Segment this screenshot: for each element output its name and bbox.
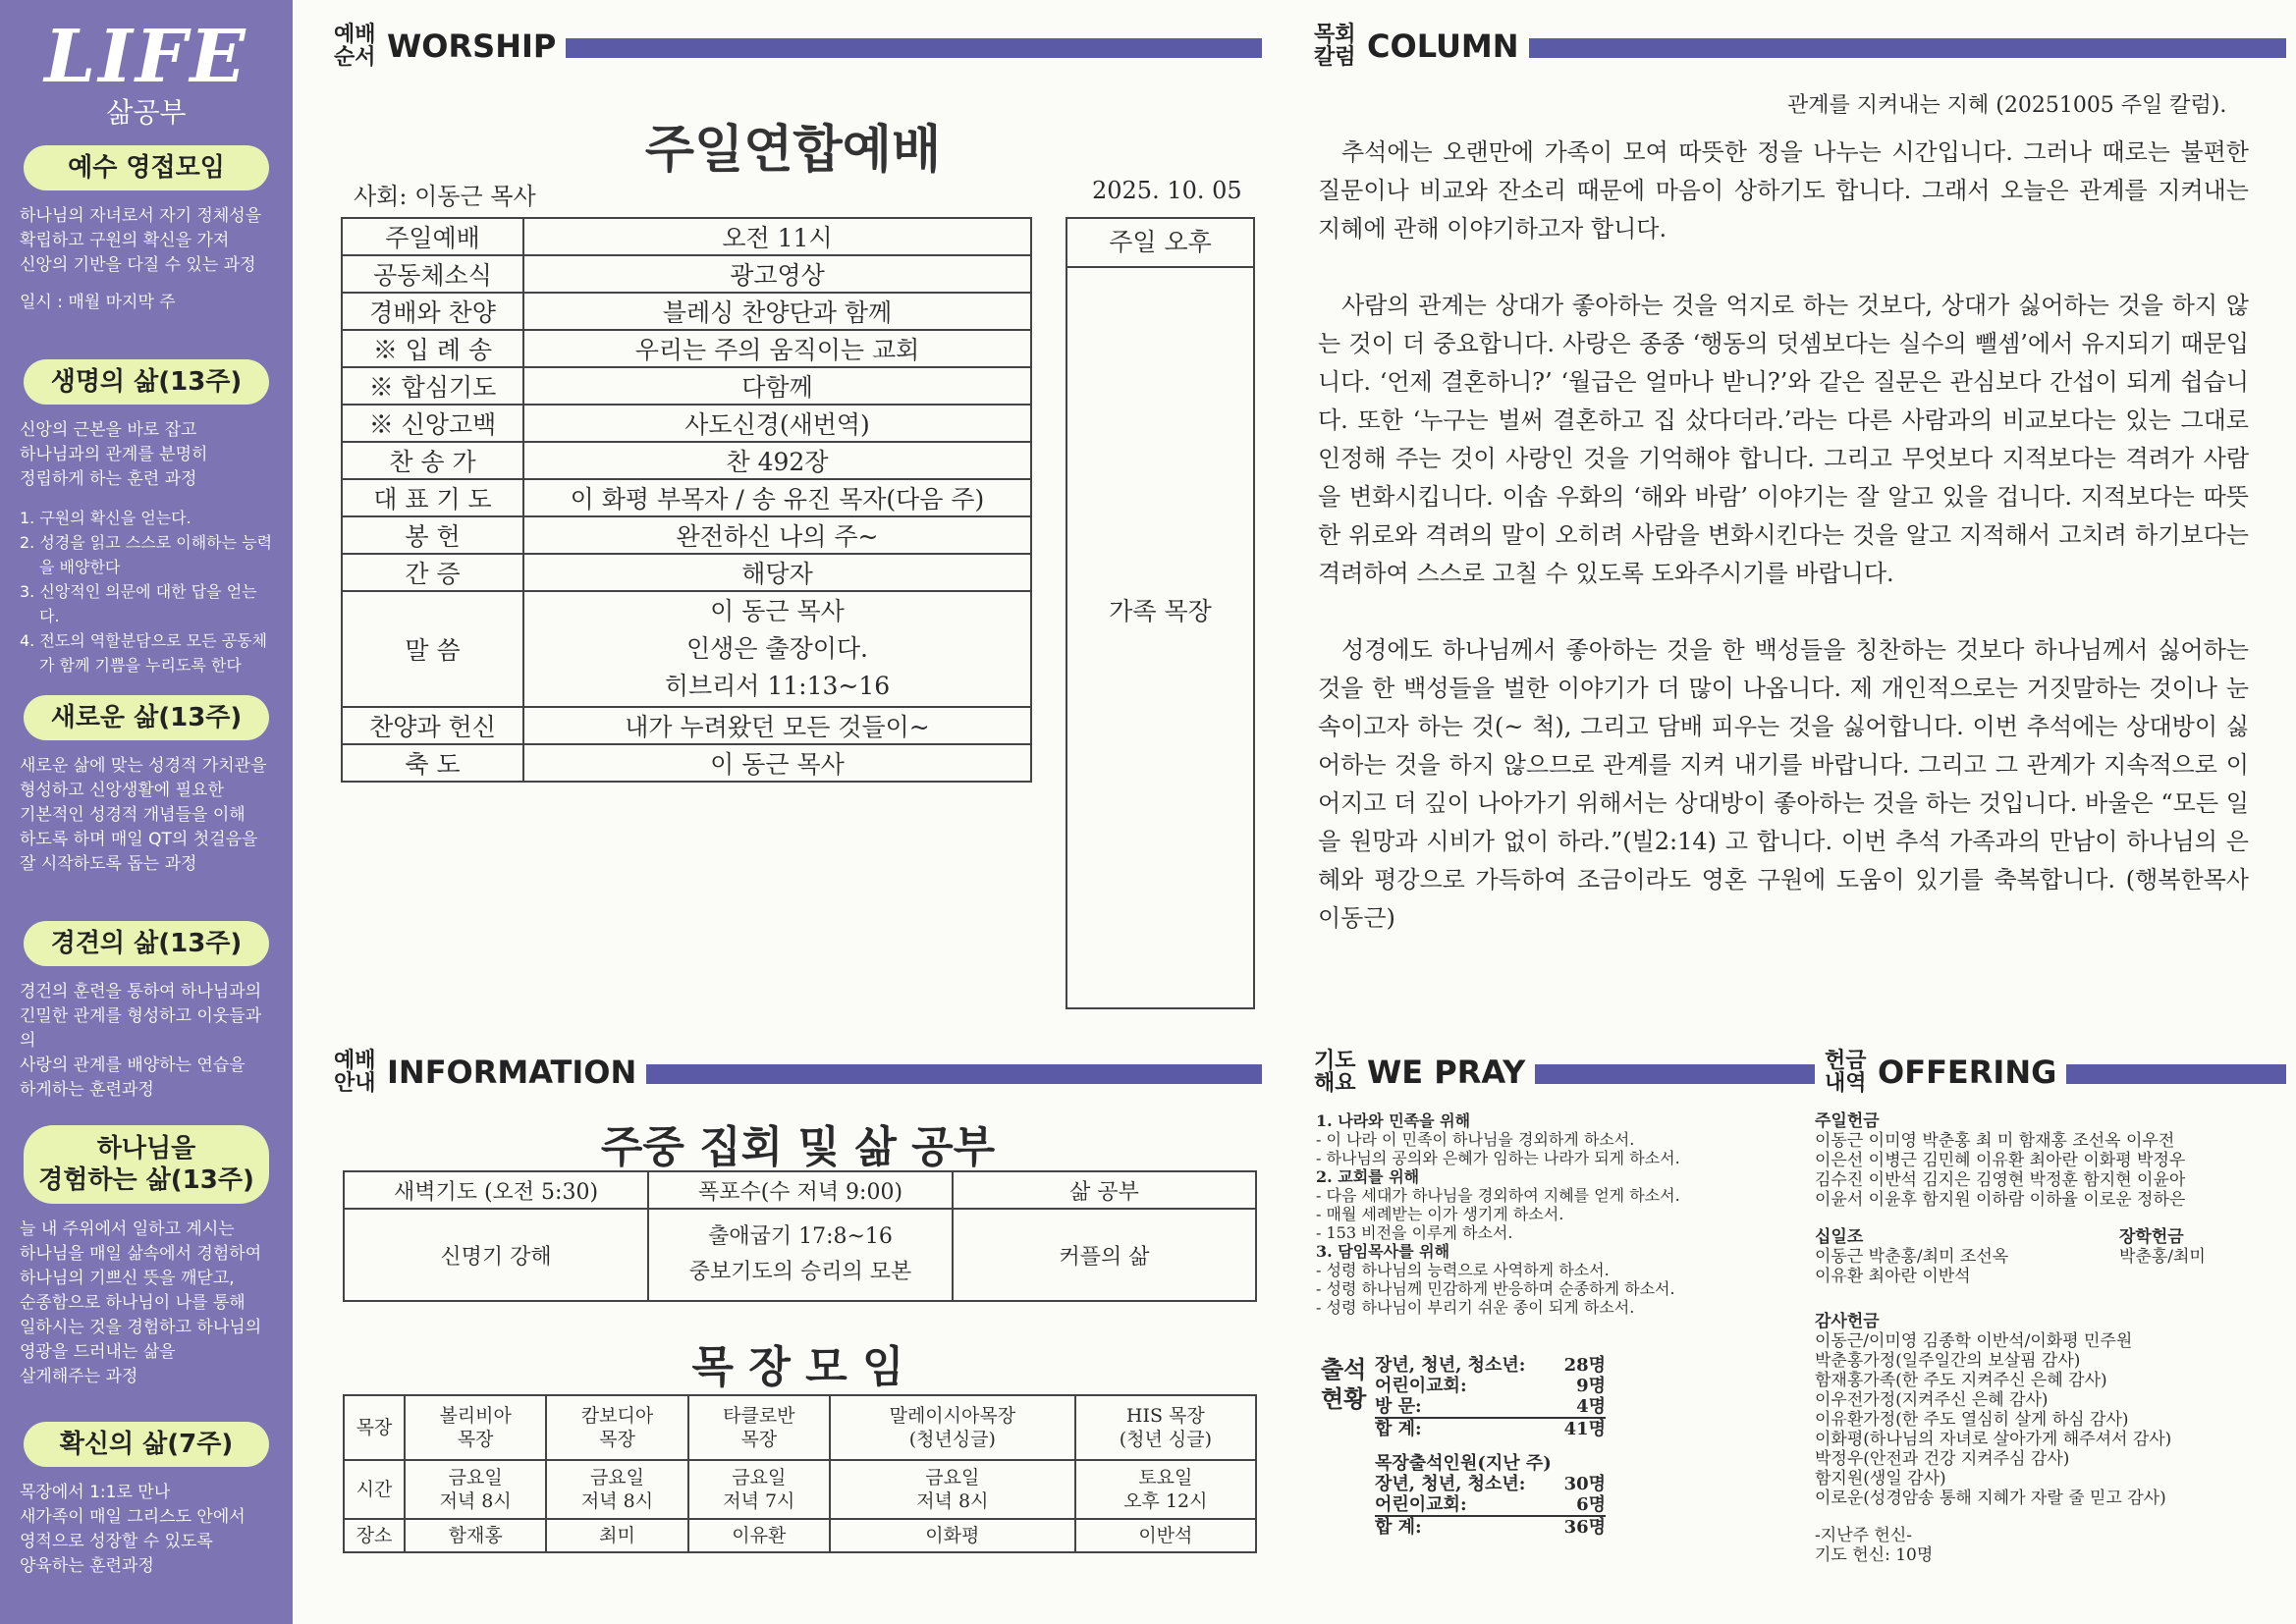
- section-list: [16, 506, 277, 677]
- desc-line: 하나님의 자녀로서 자기 정체성을: [20, 206, 262, 226]
- prayer-heading: 2. 교회를 위해: [1316, 1167, 1420, 1186]
- attendance-key: 합 계:: [1375, 1517, 1422, 1538]
- row-label: 말 씀: [342, 591, 523, 707]
- column-header-cell: 삶 공부: [953, 1171, 1256, 1209]
- desc-line: 목장에서 1:1로 만나: [20, 1483, 171, 1502]
- header-ko-line: 기도: [1314, 1049, 1356, 1073]
- prayer-line: - 매월 세례받는 이가 생기게 하소서.: [1316, 1205, 1564, 1223]
- table-row: [342, 707, 1031, 744]
- row-label: 목장: [344, 1395, 405, 1460]
- section-title: 예수 영접모임: [24, 145, 269, 190]
- header-english: INFORMATION: [387, 1054, 637, 1091]
- cell: [1075, 1460, 1256, 1519]
- cell-line: 금요일: [448, 1467, 503, 1489]
- scholarship-block: [2119, 1227, 2206, 1286]
- header-korean: [334, 1050, 379, 1095]
- list-item: 2. 성경을 읽고 스스로 이해하는 능력을 배양한다: [20, 533, 273, 576]
- row-label: ※ 신앙고백: [342, 405, 523, 442]
- desc-line: 형성하고 신앙생활에 필요한: [20, 781, 224, 800]
- cell-line: 볼리비아: [439, 1405, 512, 1427]
- worship-date: 2025. 10. 05: [1092, 177, 1242, 204]
- attendance-row: [1375, 1376, 1606, 1396]
- label-line: 출석: [1321, 1355, 1367, 1383]
- section-title: 생명의 삶(13주): [24, 359, 269, 405]
- column-header-cell: 새벽기도 (오전 5:30): [344, 1171, 648, 1209]
- row-label: ※ 합심기도: [342, 367, 523, 405]
- worship-order-table: [341, 217, 1032, 783]
- table-header-row: [344, 1171, 1256, 1209]
- header-bar: [566, 38, 1262, 58]
- life-subtitle: 삶공부: [106, 96, 187, 129]
- column-header-cell: 폭포수(수 저녁 9:00): [648, 1171, 953, 1209]
- row-label: 간 증: [342, 554, 523, 591]
- column-paragraph: 성경에도 하나님께서 좋아하는 것을 한 백성들을 칭찬하는 것보다 하나님께서 싫어하는 것을 한 백성들을 벌한 이야기가 더 많이 나옵니다. 제 개인적으로는 거짓말하는 것이나 눈 속이고자 하는 것(~ 척), 그리고 담배 피우는 것을 싫어합니다. 이번 추석에는 상대방이 싫어하는 것을 하지 않으므로 관계를 지켜 내기를 바랍니다. 그리고 그 관계가 지속적으로 이어지고 더 깊이 나아가기 위해서는 상대방이 좋아하는 것을 하는 것입니다. 바울은 “모든 일을 원망과 시비가 없이 하라.”(빌2:14) 고 합니다. 이번 추석 가족과의 만남이 하나님의 은혜와 평강으로 가득하여 조금이라도 영혼 구원에 도움이 있기를 축복합니다. (행복한목사 이동근): [1318, 636, 2249, 932]
- row-label: 공동체소식: [342, 255, 523, 293]
- section-title: [24, 1125, 269, 1204]
- attendance-value: 28명: [1563, 1355, 1606, 1376]
- label-line: 현황: [1321, 1384, 1367, 1413]
- offering-list: [1815, 1111, 2257, 1565]
- section-desc: [16, 754, 277, 877]
- header-ko-line: 헌금: [1825, 1049, 1867, 1073]
- row-value: 이 동근 목사: [523, 744, 1031, 782]
- attendance-key: 합 계:: [1375, 1419, 1422, 1439]
- column-title: 관계를 지켜내는 지혜 (20251005 주일 칼럼).: [1787, 93, 2227, 118]
- prayer-line: - 153 비전을 이루게 하소서.: [1316, 1223, 1513, 1242]
- row-value: 이 화평 부목자 / 송 유진 목자(다음 주): [523, 479, 1031, 516]
- attendance-total: [1375, 1515, 1606, 1538]
- cell: [688, 1395, 830, 1460]
- cell: [688, 1460, 830, 1519]
- attendance-key: 어린이교회:: [1375, 1376, 1467, 1396]
- column-paragraph: 사람의 관계는 상대가 좋아하는 것을 억지로 하는 것보다, 상대가 싫어하는 것을 하지 않는 것이 더 중요합니다. 사랑은 종종 ‘행동의 덧셈보다는 실수의 뺄셈’에서 유지되기 때문입니다. ‘언제 결혼하니?’ ‘월급은 얼마나 받니?’와 같은 질문은 관심보다 간섭이 되게 쉽습니다. 또한 ‘누구는 벌써 결혼하고 집 샀다더라.’라는 다른 사람과의 비교보다는 있는 그대로 인정해 주는 것이 사랑인 것을 기억해야 합니다. 그리고 무엇보다 지적보다는 격려가 사람을 변화시킵니다. 이솝 우화의 ‘해와 바람’ 이야기는 잘 알고 있을 겁니다. 지적보다는 따뜻한 위로와 격려의 말이 오히려 사람을 변화시킨다는 것을 알고 지적해서 고치려 하기보다는 격려하여 스스로 고칠 수 있도록 도와주시기를 바랍니다.: [1318, 292, 2249, 587]
- prayer-list: [1316, 1111, 1748, 1317]
- value-line: 인생은 출장이다.: [686, 634, 868, 663]
- cell-line: 캄보디아: [580, 1405, 654, 1427]
- cell-line: 말레이시아목장: [889, 1405, 1016, 1427]
- desc-line: 긴밀한 관계를 형성하고 이웃들과의: [20, 1006, 262, 1051]
- prayer-line: - 하나님의 공의와 은혜가 임하는 나라가 되게 하소서.: [1316, 1149, 1680, 1167]
- attendance-row: [1375, 1355, 1606, 1376]
- row-value: 사도신경(새번역): [523, 405, 1031, 442]
- cell-line: 출애굽기 17:8~16: [708, 1224, 893, 1249]
- row-label: 대 표 기 도: [342, 479, 523, 516]
- value-line: 이 동근 목사: [710, 597, 845, 625]
- cell-line: 토요일: [1138, 1467, 1193, 1489]
- worship-host: 사회: 이동근 목사: [354, 183, 536, 210]
- cell-line: HIS 목장: [1125, 1405, 1205, 1427]
- sidebar-section-experiencing-god: [16, 1125, 277, 1389]
- row-value: 우리는 주의 움직이는 교회: [523, 330, 1031, 367]
- cell-line: 저녁 8시: [439, 1490, 512, 1512]
- table-row: [342, 744, 1031, 782]
- cell-line: 목장: [599, 1429, 635, 1450]
- mokjang-title: 목 장 모 임: [691, 1342, 904, 1392]
- prayer-line: - 성령 하나님께 민감하게 반응하며 순종하게 하소서.: [1316, 1279, 1675, 1298]
- cell: [405, 1395, 546, 1460]
- table-row: [344, 1519, 1256, 1552]
- table-row: [342, 591, 1031, 707]
- header-english: OFFERING: [1878, 1054, 2057, 1091]
- sidebar-section-welcome: [16, 145, 277, 312]
- attendance-value: 6명: [1576, 1494, 1606, 1515]
- sidebar: [0, 0, 293, 1624]
- desc-line: 새가족이 매일 그리스도 안에서: [20, 1507, 246, 1527]
- offering-line: 함재홍가족(한 주도 지켜주신 은혜 감사): [1815, 1371, 2107, 1390]
- cell-line: 중보기도의 승리의 모본: [688, 1260, 912, 1284]
- sidebar-section-life: [16, 359, 277, 677]
- offering-heading: 주일헌금: [1815, 1111, 1880, 1131]
- offering-line: 김수진 이반석 김지은 김영현 박정훈 함지현 이윤아: [1815, 1170, 2186, 1190]
- cell-line: (청년싱글): [908, 1429, 996, 1450]
- offering-line: 이동근 이미영 박춘홍 최 미 함재홍 조선옥 이우전: [1815, 1131, 2175, 1151]
- desc-line: 하게하는 훈련과정: [20, 1080, 154, 1100]
- cell-line: 저녁 8시: [916, 1490, 989, 1512]
- section-desc: [16, 418, 277, 492]
- table-row: [342, 516, 1031, 554]
- header-english: COLUMN: [1367, 27, 1519, 65]
- column-paragraph: 추석에는 오랜만에 가족이 모여 따뜻한 정을 나누는 시간입니다. 그러나 때로는 불편한 질문이나 비교와 잔소리 때문에 마음이 상하기도 합니다. 그래서 오늘은 관계를 지켜내는 지혜에 관해 이야기하고자 합니다.: [1318, 138, 2249, 243]
- cell-line: 저녁 7시: [723, 1490, 795, 1512]
- afternoon-box: [1066, 217, 1255, 1009]
- offering-line: 기도 헌신: 10명: [1815, 1545, 1934, 1565]
- title-line: 경험하는 삶(13주): [38, 1165, 254, 1195]
- attendance-key: 어린이교회:: [1375, 1494, 1467, 1515]
- row-value: 완전하신 나의 주~: [523, 516, 1031, 554]
- header-korean: [1825, 1050, 1870, 1095]
- cell: 이유환: [688, 1519, 830, 1552]
- header-bar: [1529, 38, 2286, 58]
- desc-line: 순종함으로 하나님이 나를 통해: [20, 1293, 246, 1313]
- prayer-line: - 이 나라 이 민족이 하나님을 경외하게 하소서.: [1316, 1130, 1635, 1149]
- desc-line: 하나님의 기쁘신 뜻을 깨닫고,: [20, 1269, 235, 1288]
- table-row: [344, 1209, 1256, 1301]
- prayer-heading: 3. 담임목사를 위해: [1316, 1242, 1450, 1261]
- row-label: 시간: [344, 1460, 405, 1519]
- row-label: 경배와 찬양: [342, 293, 523, 330]
- sidebar-section-assurance: [16, 1422, 277, 1579]
- desc-line: 살게해주는 과정: [20, 1367, 138, 1386]
- list-item: 3. 신앙적인 의문에 대한 답을 얻는다.: [20, 582, 257, 625]
- attendance-value: 9명: [1576, 1376, 1606, 1396]
- offering-line: 이은선 이병근 김민혜 이유환 최아란 이화평 박정우: [1815, 1151, 2186, 1170]
- offering-line: 이유환 최아란 이반석: [1815, 1267, 1971, 1286]
- header-ko-line: 목회: [1314, 23, 1356, 47]
- section-title: 확신의 삶(7주): [24, 1422, 269, 1467]
- row-label: ※ 입 례 송: [342, 330, 523, 367]
- desc-line: 하도록 하며 매일 QT의 첫걸음을: [20, 830, 258, 849]
- desc-line: 영적으로 성장할 수 있도록: [20, 1532, 213, 1551]
- row-value: 해당자: [523, 554, 1031, 591]
- afternoon-title: 주일 오후: [1067, 219, 1253, 268]
- offering-line: 이로운(성경암송 통해 지혜가 자랄 줄 믿고 감사): [1815, 1489, 2166, 1508]
- row-label: 축 도: [342, 744, 523, 782]
- offering-header: [1825, 1044, 2286, 1101]
- cell: 커플의 삶: [953, 1209, 1256, 1301]
- cell: 함재홍: [405, 1519, 546, 1552]
- table-row: [342, 367, 1031, 405]
- prayer-line: - 성령 하나님의 능력으로 사역하게 하소서.: [1316, 1261, 1610, 1279]
- life-logo: LIFE: [44, 15, 248, 99]
- table-row: [344, 1460, 1256, 1519]
- worship-header: [334, 18, 1262, 75]
- table-row: [344, 1395, 1256, 1460]
- attendance-key: 방 문:: [1375, 1396, 1422, 1417]
- title-line: 하나님을: [96, 1134, 196, 1164]
- desc-line: 확립하고 구원의 확신을 가져: [20, 231, 230, 250]
- cell-line: 금요일: [925, 1467, 980, 1489]
- table-row: [342, 554, 1031, 591]
- offering-line: 박춘홍가정(일주일간의 보살핌 감사): [1815, 1351, 2081, 1371]
- mokjang-table: [343, 1394, 1257, 1553]
- header-korean: [1314, 24, 1359, 69]
- cell-line: 저녁 8시: [580, 1490, 654, 1512]
- desc-line: 영광을 드러내는 삶을: [20, 1342, 176, 1362]
- cell: 신명기 강해: [344, 1209, 648, 1301]
- attendance-row: [1375, 1474, 1606, 1494]
- cell-line: 목장: [740, 1429, 778, 1450]
- attendance-row: [1375, 1494, 1606, 1515]
- header-ko-line: 예배: [334, 23, 376, 47]
- attendance-row: [1375, 1396, 1606, 1417]
- desc-line: 양육하는 훈련과정: [20, 1556, 154, 1576]
- table-row: [342, 255, 1031, 293]
- desc-line: 기본적인 성경적 개념들을 이해: [20, 805, 246, 825]
- column-header: [1314, 18, 2286, 75]
- list-item: 1. 구원의 확신을 얻는다.: [20, 509, 191, 527]
- cell-line: 금요일: [589, 1467, 645, 1489]
- cell: [648, 1209, 953, 1301]
- header-ko-line: 순서: [334, 45, 376, 70]
- sidebar-section-new-life: [16, 695, 277, 877]
- section-desc: [16, 204, 277, 278]
- attendance-value: 30명: [1563, 1474, 1606, 1494]
- offering-heading: -지난주 헌신-: [1815, 1526, 1913, 1545]
- offering-line: 이화평(하나님의 자녀로 살아가게 해주셔서 감사): [1815, 1430, 2172, 1449]
- header-bar: [646, 1064, 1262, 1084]
- desc-line: 잘 시작하도록 돕는 과정: [20, 854, 197, 874]
- cell: [1075, 1395, 1256, 1460]
- table-row: [342, 218, 1031, 255]
- section-desc: [16, 1218, 277, 1389]
- weekly-table: [343, 1170, 1257, 1302]
- offering-heading: 십일조: [1815, 1227, 1864, 1247]
- offering-line: 박정우(안전과 건강 지켜주심 감사): [1815, 1449, 2070, 1469]
- desc-line: 새로운 삶에 맞는 성경적 가치관을: [20, 756, 267, 776]
- header-ko-line: 해요: [1314, 1071, 1356, 1096]
- worship-title: 주일연합예배: [644, 120, 942, 180]
- offering-line: 이윤서 이윤후 함지원 이하람 이하율 이로운 정하은: [1815, 1190, 2186, 1210]
- desc-line: 사랑의 관계를 배양하는 연습을: [20, 1056, 246, 1075]
- cell-line: 금요일: [732, 1467, 787, 1489]
- offering-line: 박춘홍/최미: [2119, 1247, 2206, 1267]
- attendance: [1321, 1355, 1615, 1538]
- offering-line: 이동근 박춘홍/최미 조선옥: [1815, 1247, 2009, 1267]
- offering-heading: 장학헌금: [2119, 1227, 2184, 1247]
- attendance-key: 장년, 청년, 청소년:: [1375, 1474, 1526, 1494]
- offering-tithe-row: [1815, 1227, 2257, 1286]
- row-value: 내가 누려왔던 모든 것들이~: [523, 707, 1031, 744]
- desc-line: 신앙의 기반을 다질 수 있는 과정: [20, 255, 256, 275]
- desc-line: 하나님과의 관계를 분명히: [20, 445, 208, 464]
- prayer-heading: 1. 나라와 민족을 위해: [1316, 1111, 1471, 1130]
- cell: 이반석: [1075, 1519, 1256, 1552]
- section-title: 경견의 삶(13주): [24, 921, 269, 966]
- table-row: [342, 405, 1031, 442]
- tithe-block: [1815, 1227, 2119, 1286]
- cell-line: 타클로반: [723, 1405, 795, 1427]
- desc-line: 경건의 훈련을 통하여 하나님과의: [20, 982, 262, 1001]
- afternoon-value: 가족 목장: [1109, 597, 1212, 625]
- header-ko-line: 칼럼: [1314, 45, 1356, 70]
- cell: [546, 1460, 687, 1519]
- desc-line: 늘 내 주위에서 일하고 계시는: [20, 1219, 235, 1239]
- row-value: 광고영상: [523, 255, 1031, 293]
- row-value: 오전 11시: [523, 218, 1031, 255]
- row-label: 장소: [344, 1519, 405, 1552]
- cell: [830, 1395, 1075, 1460]
- attendance-total: [1375, 1417, 1606, 1439]
- offering-line: 함지원(생일 감사): [1815, 1469, 1946, 1489]
- section-desc: [16, 980, 277, 1103]
- row-label: 주일예배: [342, 218, 523, 255]
- value-line: 히브리서 11:13~16: [664, 672, 891, 700]
- header-ko-line: 내역: [1825, 1071, 1867, 1096]
- row-value: 찬 492장: [523, 442, 1031, 479]
- cell: 이화평: [830, 1519, 1075, 1552]
- desc-line: 신앙의 근본을 바로 잡고: [20, 420, 197, 440]
- column-body: [1318, 134, 2249, 938]
- header-ko-line: 예배: [334, 1049, 376, 1073]
- list-item: 4. 전도의 역할분담으로 모든 공동체가 함께 기쁨을 누리도록 한다: [20, 631, 267, 675]
- table-row: [342, 479, 1031, 516]
- cell-line: 오후 12시: [1123, 1490, 1208, 1512]
- table-row: [342, 442, 1031, 479]
- attendance-prev-title: 목장출석인원(지난 주): [1375, 1453, 1552, 1474]
- section-desc: [16, 1481, 277, 1579]
- attendance-label: [1321, 1355, 1370, 1414]
- attendance-value: 41명: [1563, 1419, 1606, 1439]
- offering-line: 이동근/이미영 김종학 이반석/이화평 민주원: [1815, 1331, 2133, 1351]
- row-value: 다함께: [523, 367, 1031, 405]
- section-note: 일시 : 매월 마지막 주: [20, 293, 176, 312]
- row-label: 찬 송 가: [342, 442, 523, 479]
- prayer-line: - 성령 하나님이 부리기 쉬운 종이 되게 하소서.: [1316, 1298, 1635, 1317]
- desc-line: 정립하게 하는 훈련 과정: [20, 469, 197, 489]
- cell: [546, 1395, 687, 1460]
- desc-line: 하나님을 매일 삶속에서 경험하여: [20, 1244, 262, 1264]
- attendance-value: 36명: [1563, 1517, 1606, 1538]
- prayer-line: - 다음 세대가 하나님을 경외하여 지혜를 얻게 하소서.: [1316, 1186, 1680, 1205]
- header-bar: [1535, 1064, 1815, 1084]
- header-korean: [1314, 1050, 1359, 1095]
- table-row: [342, 293, 1031, 330]
- row-value: 블레싱 찬양단과 함께: [523, 293, 1031, 330]
- header-bar: [2066, 1064, 2286, 1084]
- header-english: WE PRAY: [1367, 1054, 1526, 1091]
- desc-line: 일하시는 것을 경험하고 하나님의: [20, 1318, 262, 1337]
- offering-heading: 감사헌금: [1815, 1312, 1880, 1331]
- cell: [830, 1460, 1075, 1519]
- row-label: 봉 헌: [342, 516, 523, 554]
- offering-line: 이유환가정(한 주도 열심히 살게 하심 감사): [1815, 1410, 2129, 1430]
- header-ko-line: 안내: [334, 1071, 376, 1096]
- offering-line: 이우전가정(지켜주신 은혜 감사): [1815, 1390, 2049, 1410]
- cell-line: 목장: [457, 1429, 494, 1450]
- row-label: 찬양과 헌신: [342, 707, 523, 744]
- pray-header: [1314, 1044, 1815, 1101]
- row-value: [523, 591, 1031, 707]
- attendance-value: 4명: [1576, 1396, 1606, 1417]
- header-english: WORSHIP: [387, 27, 557, 65]
- cell-line: (청년 싱글): [1119, 1429, 1212, 1450]
- sidebar-section-devotion: [16, 921, 277, 1103]
- section-title: 새로운 삶(13주): [24, 695, 269, 740]
- information-header: [334, 1044, 1262, 1101]
- cell: [405, 1460, 546, 1519]
- weekly-title: 주중 집회 및 삶 공부: [600, 1122, 996, 1172]
- header-korean: [334, 24, 379, 69]
- cell: 최미: [546, 1519, 687, 1552]
- table-row: [342, 330, 1031, 367]
- attendance-key: 장년, 청년, 청소년:: [1375, 1355, 1526, 1376]
